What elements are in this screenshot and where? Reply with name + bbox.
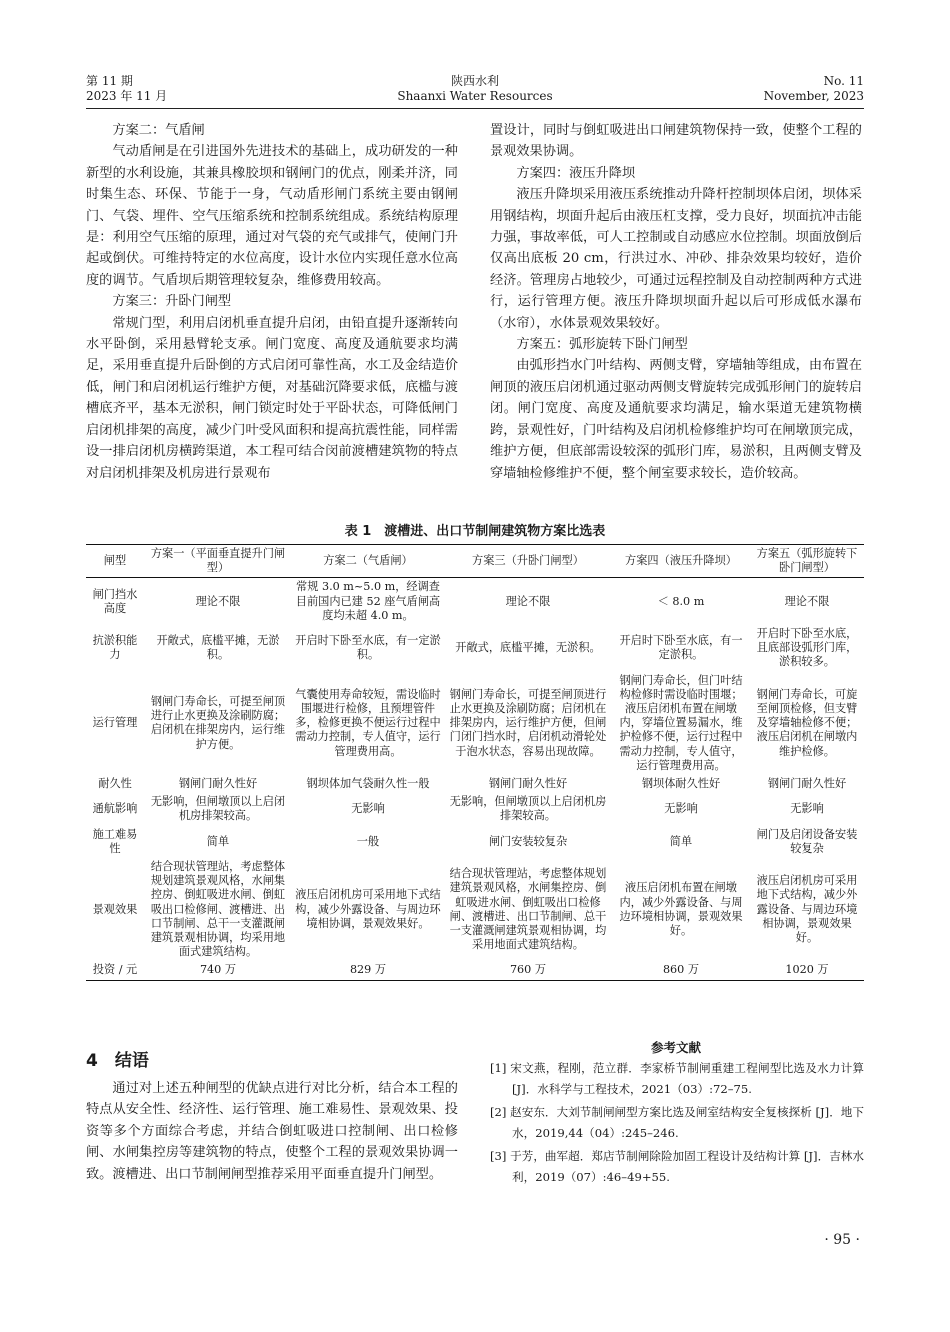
header-issue-cn: 第 11 期: [86, 74, 133, 88]
comparison-table: [86, 544, 864, 981]
row-label-cell: 运行管理: [92, 716, 138, 730]
table-cell: 一般: [356, 834, 380, 848]
row-label-cell: 闸门挡水高度: [92, 587, 138, 615]
table-cell: 开启时下卧至水底，且底部设弧形门库，淤积较多。: [756, 627, 858, 669]
row-label-cell: 景观效果: [92, 902, 138, 916]
table-header-cell: 闸型: [86, 545, 144, 578]
table-header-cell: 方案二（气盾闸）: [292, 545, 444, 578]
table-cell: 简单: [206, 834, 230, 848]
right-column: [490, 120, 862, 484]
table-cell: 740 万: [144, 961, 292, 980]
table-row: [86, 578, 864, 625]
row-label-cell: 投资 / 元: [86, 961, 144, 980]
table-cell: 开敞式，底槛平摊，无淤积。: [455, 641, 601, 655]
table-header-cell: 方案一（平面垂直提升门闸型）: [144, 545, 292, 578]
table-row: [86, 775, 864, 793]
paragraph: 液压升降坝采用液压系统推动升降杆控制坝体启闭，坝体采用钢结构，坝面升起后由液压杠支撑，受力良好，坝面抗冲击能力强，事故率低，可人工控制或自动感应水位控制。坝面放倒后仅高出底板 20 cm，行洪过水、冲砂、排杂效果均较好，造价经济。管理房占地较少，可通过远程控制及自动控制两种方式进行，运行管理方便。液压升降坝坝面升起以后可形成低水瀑布（水帘），水体景观效果较好。: [490, 187, 862, 331]
conclusion-body: [86, 1078, 458, 1185]
reference-item: [2] 赵安东．大刘节制闸闸型方案比选及闸室结构安全复核探析 [J]．地下水，2019,44（04）:245–246.: [490, 1105, 864, 1140]
table-cell: 开启时下卧至水底，有一定淤积。: [295, 634, 441, 662]
table-cell: 860 万: [612, 961, 750, 980]
table-cell: 钢闸门耐久性好: [178, 777, 258, 791]
table-cell: 理论不限: [784, 594, 830, 608]
table-cell: 钢闸门耐久性好: [767, 777, 847, 791]
table-row: [86, 858, 864, 961]
table-cell: 开启时下卧至水底，有一定淤积。: [619, 634, 743, 662]
table-row: [86, 961, 864, 980]
table-cell: 液压启闭机布置在闸墩内，减少外露设备、与周边环境相协调，景观效果好。: [619, 881, 743, 937]
table-cell: 760 万: [444, 961, 612, 980]
table-cell: 液压启闭机房可采用地下式结构，减少外露设备、与周边环境相协调，景观效果好。: [756, 874, 858, 945]
row-label-cell: 耐久性: [98, 777, 132, 791]
table-cell: 钢闸门寿命长，但门叶结构检修时需设临时围堰；液压启闭机布置在闸墩内，穿墙位置易漏水，维护检修不便，运行过程中需动力控制，专人值守，运行管理费用高。: [619, 673, 743, 772]
paragraph: 方案五：弧形旋转下卧门闸型: [516, 337, 688, 353]
table-header-row: [86, 545, 864, 578]
table-cell: 闸门安装较复杂: [488, 834, 568, 848]
row-label-cell: 抗淤积能力: [92, 634, 138, 662]
table-cell: 气囊使用寿命较短，需设临时围堰进行检修，且预埋管件多，检修更换不便运行过程中需动力控制，专人值守，运行管理费用高。: [295, 687, 441, 758]
page-number: · 95 ·: [824, 1232, 860, 1248]
table-cell: 钢闸门寿命长，可提至闸顶进行止水更换及涂刷防腐；启闭机在排架房内，运行维护方便。: [150, 694, 286, 751]
paragraph: 置设计，同时与倒虹吸进出口闸建筑物保持一致，使整个工程的景观效果协调。: [490, 123, 862, 160]
table-caption: 表 1 渡槽进、出口节制闸建筑物方案比选表: [344, 524, 606, 539]
table-cell: 结合现状管理站，考虑整体规划建筑景观风格，水闸集控房、倒虹吸进水闸、倒虹吸出口检修闸、渡槽进、出口节制闸、总干一支灌溉闸建筑景观相协调，均采用地面式建筑结构。: [150, 860, 286, 959]
table-cell: 无影响: [790, 802, 824, 816]
paragraph: 方案四：液压升降坝: [516, 165, 636, 181]
header-date-cn: 2023 年 11 月: [86, 89, 168, 103]
table-cell: 结合现状管理站，考虑整体规划建筑景观风格，水闸集控房、倒虹吸进水闸、倒虹吸出口检修闸、渡槽进、出口节制闸、总干一支灌溉闸建筑景观相协调，均采用地面式建筑结构。: [449, 867, 607, 952]
table-row: [86, 625, 864, 672]
row-label-cell: 通航影响: [92, 802, 138, 816]
header-issue-en: No. 11: [823, 74, 864, 88]
paragraph: 方案三：升卧门闸型: [112, 294, 232, 310]
left-column: [86, 120, 458, 484]
table-header-cell: 方案五（弧形旋转下卧门闸型）: [750, 545, 864, 578]
table-cell: 开敞式，底槛平摊，无淤积。: [156, 634, 280, 662]
header-rule: [86, 108, 864, 109]
table-row: [86, 826, 864, 858]
table-cell: 钢闸门寿命长，可提至闸顶进行止水更换及涂刷防腐；启闭机在排架房内，运行维护方便，但闸门闭门挡水时，启闭机动滑轮处于泡水状态，容易出现故障。: [449, 687, 607, 758]
table-cell: 829 万: [292, 961, 444, 980]
table-cell: ＜ 8.0 m: [657, 594, 705, 608]
table-header-cell: 方案三（升卧门闸型）: [444, 545, 612, 578]
header-right: [764, 74, 864, 104]
journal-name-cn: 陕西水利: [450, 74, 499, 88]
paragraph: 常规门型，利用启闭机垂直提升启闭，由铅直提升逐渐转向水平卧倒，采用悬臂轮支承。闸门宽度、高度及通航要求均满足，采用垂直提升后卧倒的方式启闭可靠性高，水工及金结造价低，闸门和启闭机运行维护方便，对基础沉降要求低，底槛与渡槽底齐平，基本无淤积，闸门锁定时处于平卧状态，可降低闸门启闭机排架的高度，减少门叶受风面积和提高抗震性能，同样需设一排启闭机房横跨渠道，本工程可结合闵前渡槽建筑物的特点对启闭机排架及机房进行景观布: [86, 315, 458, 481]
table-cell: 钢闸门寿命长，可旋至闸顶检修，但支臂及穿墙轴检修不便；液压启闭机在闸墩内维护检修。: [756, 687, 858, 758]
table-row: [86, 793, 864, 825]
table-cell: 液压启闭机房可采用地下式结构，减少外露设备、与周边环境相协调，景观效果好。: [295, 888, 441, 930]
paragraph: 气动盾闸是在引进国外先进技术的基础上，成功研发的一种新型的水利设施，其兼具橡胶坝和钢闸门的优点，刚柔并济，同时集生态、环保、节能于一身，气动盾形闸门系统主要由钢闸门、气袋、埋件、空气压缩系统和控制系统组成。系统结构原理是：利用空气压缩的原理，通过对气袋的充气或排气，使闸门升起或倒伏。可维持特定的水位高度，设计水位内实现任意水位高度的调节。气盾坝后期管理较复杂，维修费用较高。: [86, 144, 458, 288]
running-header: [86, 74, 864, 110]
table-row: [86, 672, 864, 775]
table-cell: 钢坝体耐久性好: [641, 777, 721, 791]
table-body: [86, 578, 864, 980]
table-header-cell: 方案四（液压升降坝）: [612, 545, 750, 578]
table-cell: 理论不限: [505, 594, 551, 608]
header-center: [86, 74, 864, 104]
reference-item: [1] 宋文燕，程刚，范立群．李家桥节制闸重建工程闸型比选及水力计算 [J]．水科学与工程技术，2021（03）:72–75.: [490, 1061, 864, 1096]
table-cell: 钢坝体加气袋耐久性一般: [306, 777, 430, 791]
paragraph: 方案二：气盾闸: [112, 123, 205, 138]
table-cell: 无影响: [664, 802, 698, 816]
table-cell: 无影响，但闸墩顶以上启闭机房排架较高。: [150, 795, 286, 823]
table-cell: 无影响，但闸墩顶以上启闭机房排架较高。: [449, 795, 607, 823]
table-cell: 闸门及启闭设备安装较复杂: [756, 827, 858, 855]
references-list: [490, 1058, 864, 1190]
table-cell: 钢闸门耐久性好: [488, 777, 568, 791]
header-date-en: November, 2023: [763, 89, 864, 103]
table-cell: 无影响: [351, 802, 385, 816]
row-label-cell: 施工难易性: [92, 827, 138, 855]
journal-name-en: Shaanxi Water Resources: [397, 89, 553, 103]
table-cell: 简单: [669, 834, 693, 848]
table-cell: 1020 万: [750, 961, 864, 980]
table-cell: 理论不限: [195, 594, 241, 608]
section-heading: 4 结语: [86, 1051, 149, 1071]
table-cell: 常规 3.0 m~5.0 m，经调查目前国内已建 52 座气盾闸高度均未超 4.0 m。: [295, 580, 441, 622]
conclusion-paragraph: 通过对上述五种闸型的优缺点进行对比分析，结合本工程的特点从安全性、经济性、运行管理、施工难易性、景观效果、投资等多个方面综合考虑，并结合倒虹吸进口控制闸、出口检修闸、水闸集控房等建筑物的特点，使整个工程的景观效果协调一致。渡槽进、出口节制闸闸型推荐采用平面垂直提升门闸型。: [86, 1081, 458, 1182]
paragraph: 由弧形挡水门叶结构、两侧支臂，穿墙轴等组成，由布置在闸顶的液压启闭机通过驱动两侧支臂旋转完成弧形闸门的旋转启闭。闸门宽度、高度及通航要求均满足，输水渠道无建筑物横跨，景观性好，门叶结构及启闭机检修维护均可在闸墩顶完成，维护方便，但底部需设较深的弧形门库，易淤积，且两侧支臂及穿墙轴检修维护不便，整个闸室要求较长，造价较高。: [490, 358, 862, 481]
references-title: 参考文献: [650, 1040, 701, 1055]
reference-item: [3] 于芳，曲军超．郑店节制闸除险加固工程设计及结构计算 [J]．吉林水利，2019（07）:46–49+55.: [490, 1149, 864, 1184]
